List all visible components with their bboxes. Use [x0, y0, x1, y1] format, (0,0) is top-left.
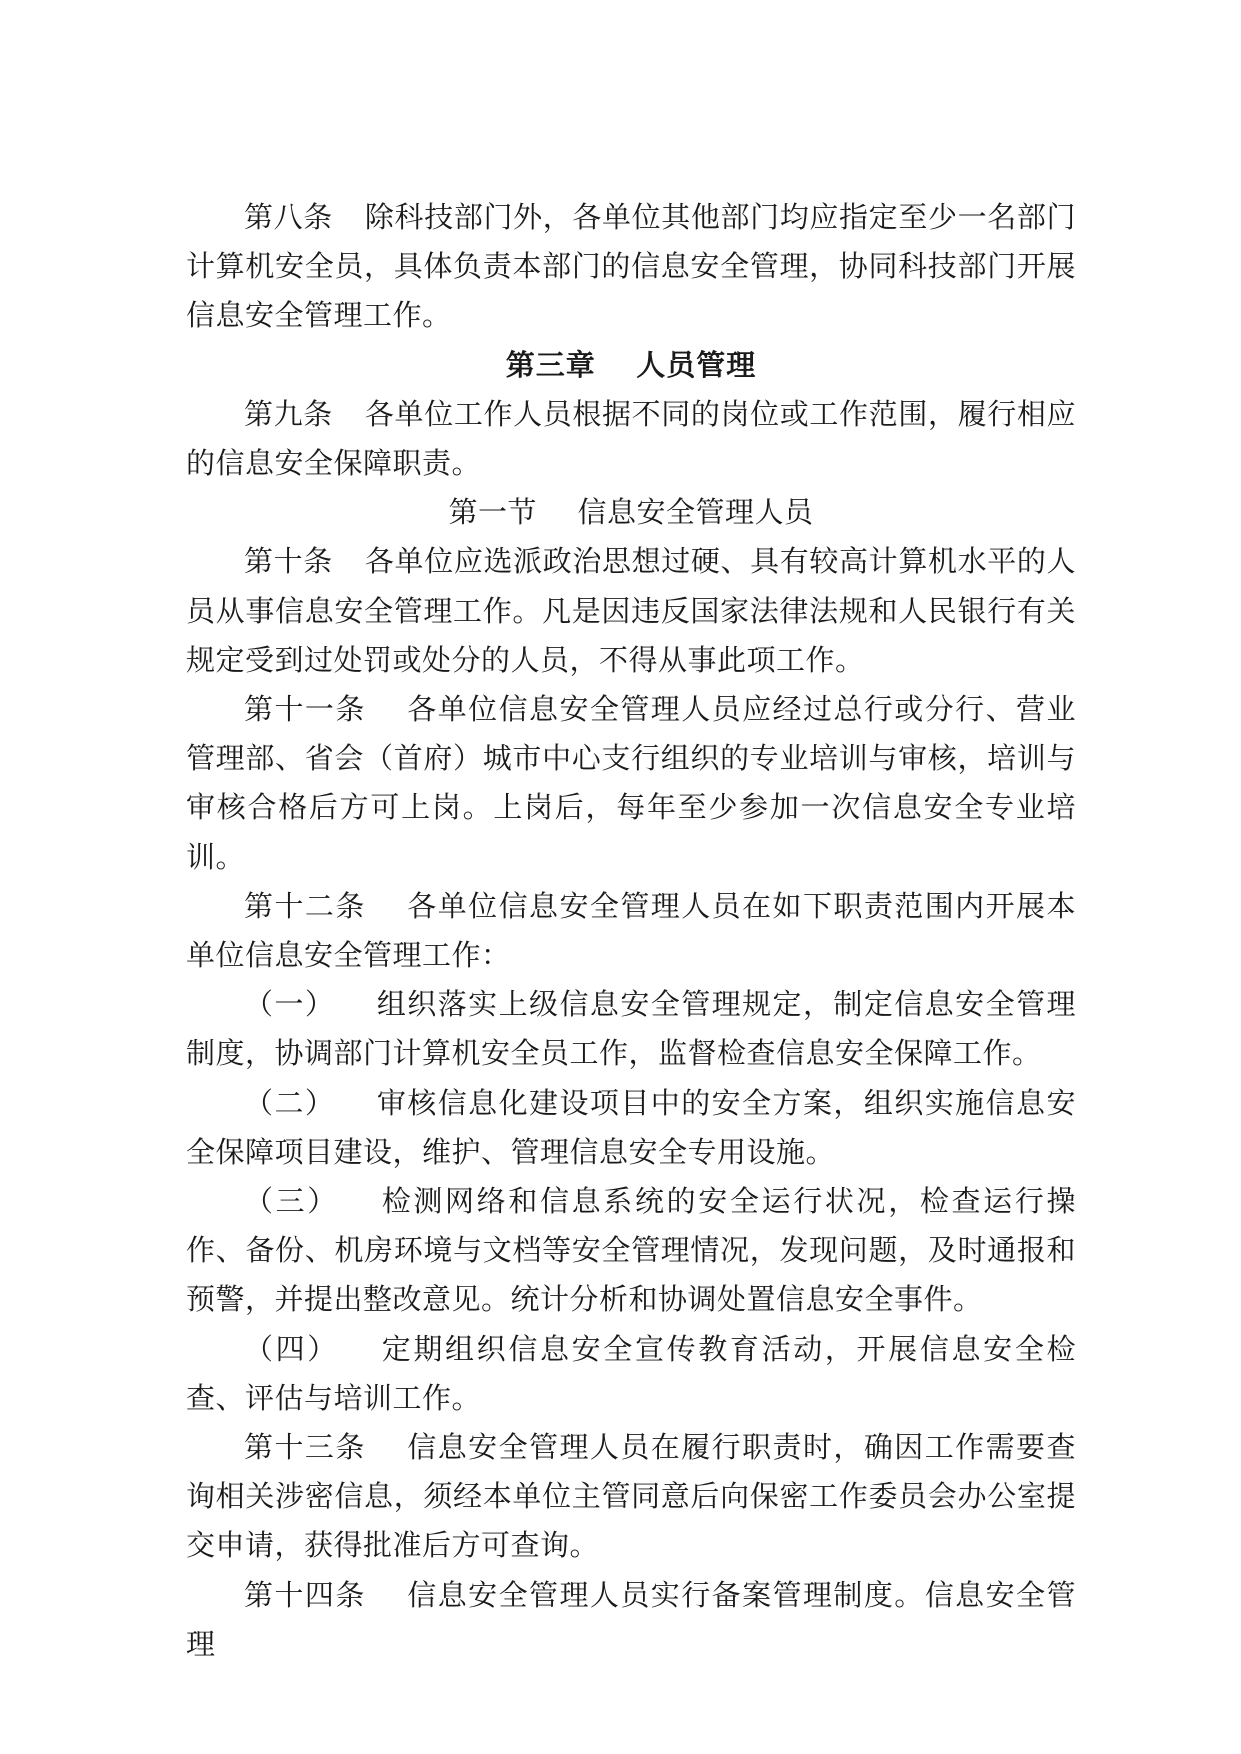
article-text: 除科技部门外，各单位其他部门均应指定至少一名部门计算机安全员，具体负责本部门的信息安全管理，协同科技部门开展信息安全管理工作。: [186, 200, 1076, 333]
article-text: 信息安全管理人员实行备案管理制度。信息安全管理: [186, 1577, 1076, 1661]
article-label: 第八条: [244, 200, 333, 234]
article-12: [186, 882, 1076, 980]
article-label: 第十一条: [244, 692, 366, 727]
article-11: [186, 685, 1076, 882]
article-label: 第十三条: [244, 1430, 366, 1465]
article-text: 各单位信息安全管理人员在如下职责范围内开展本单位信息安全管理工作：: [186, 888, 1076, 973]
article-text: 各单位信息安全管理人员应经过总行或分行、营业管理部、省会（首府）城市中心支行组织的专业培训与审核，培训与审核合格后方可上岗。上岗后，每年至少参加一次信息安全专业培训。: [186, 692, 1076, 874]
list-text: 组织落实上级信息安全管理规定，制定信息安全管理制度，协调部门计算机安全员工作，监督检查信息安全保障工作。: [186, 987, 1076, 1071]
list-item-3: [186, 1177, 1076, 1325]
list-text: 检测网络和信息系统的安全运行状况，检查运行操作、备份、机房环境与文档等安全管理情况，发现问题，及时通报和预警，并提出整改意见。统计分析和协调处置信息安全事件。: [186, 1184, 1076, 1317]
section-label: 第一节: [448, 495, 537, 530]
article-13: [186, 1423, 1076, 1571]
article-label: 第十条: [244, 544, 333, 579]
article-label: 第十四条: [244, 1577, 366, 1612]
list-label: （三）: [244, 1184, 339, 1219]
chapter-title: 人员管理: [636, 347, 757, 382]
chapter-heading: [186, 341, 1076, 390]
article-9: [186, 390, 1076, 488]
section-heading: [186, 488, 1076, 537]
list-text: 定期组织信息安全宣传教育活动，开展信息安全检查、评估与培训工作。: [186, 1331, 1076, 1415]
section-title: 信息安全管理人员: [577, 495, 814, 530]
chapter-label: 第三章: [505, 347, 596, 382]
article-8: [186, 193, 1076, 341]
list-text: 审核信息化建设项目中的安全方案，组织实施信息安全保障项目建设，维护、管理信息安全专用设施。: [186, 1085, 1076, 1169]
list-label: （一）: [244, 987, 336, 1022]
list-item-1: [186, 980, 1076, 1078]
article-text: 信息安全管理人员在履行职责时，确因工作需要查询相关涉密信息，须经本单位主管同意后向保密工作委员会办公室提交申请，获得批准后方可查询。: [186, 1430, 1076, 1563]
list-label: （四）: [244, 1331, 339, 1366]
article-label: 第十二条: [244, 888, 366, 923]
list-label: （二）: [244, 1085, 336, 1120]
document-page: [186, 193, 1076, 1669]
article-10: [186, 537, 1076, 685]
article-label: 第九条: [244, 396, 333, 431]
article-14: [186, 1571, 1076, 1669]
list-item-4: [186, 1325, 1076, 1423]
list-item-2: [186, 1079, 1076, 1177]
article-text: 各单位工作人员根据不同的岗位或工作范围，履行相应的信息安全保障职责。: [186, 396, 1076, 481]
article-text: 各单位应选派政治思想过硬、具有较高计算机水平的人员从事信息安全管理工作。凡是因违反国家法律法规和人民银行有关规定受到过处罚或处分的人员，不得从事此项工作。: [186, 544, 1076, 677]
